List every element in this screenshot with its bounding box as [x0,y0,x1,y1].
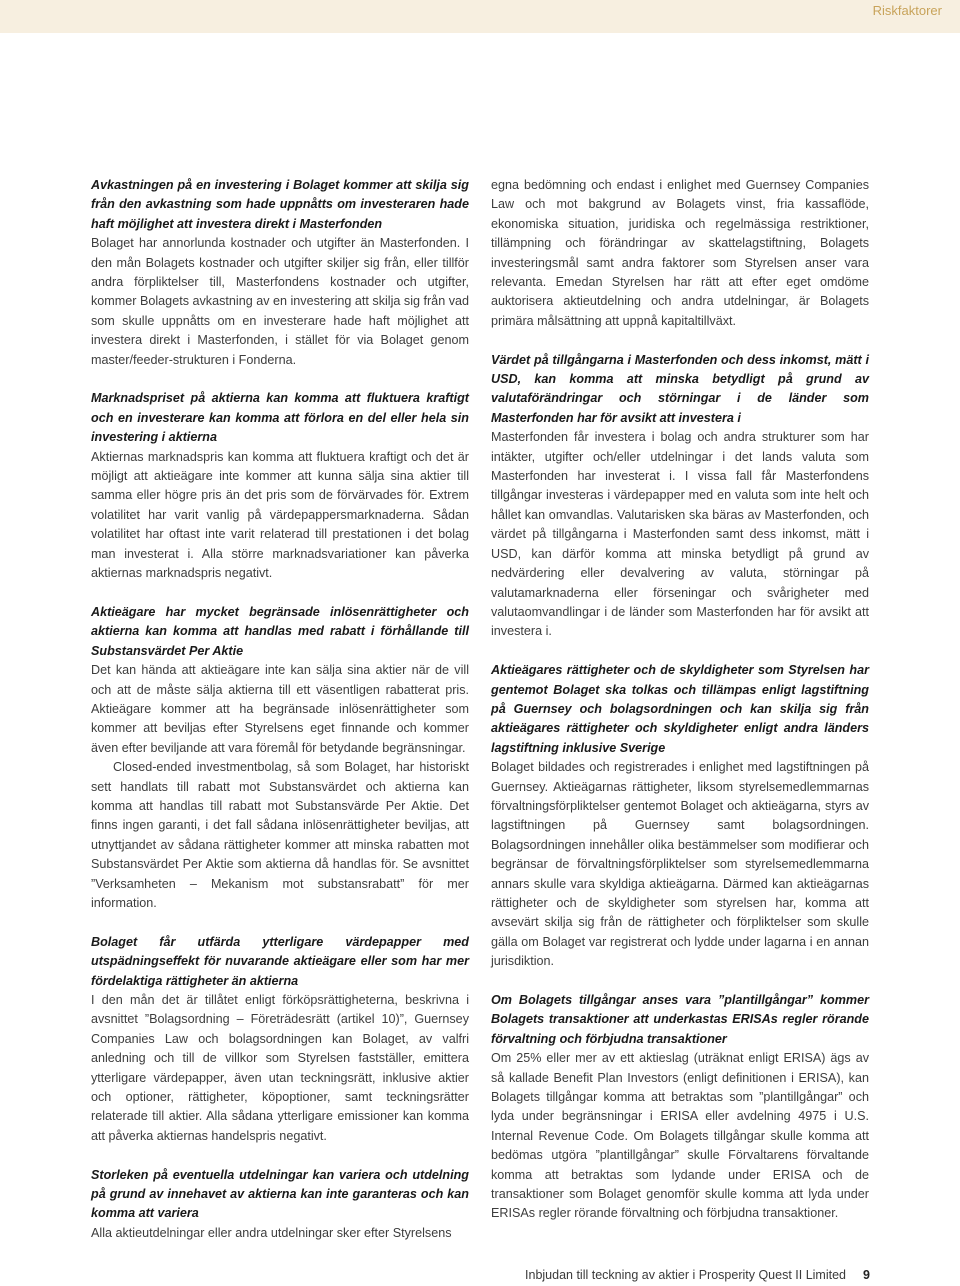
paragraph: Alla aktieutdelningar eller andra utdelningar sker efter Styrelsens [91,1225,452,1240]
paragraph: Closed-ended investmentbolag, så som Bolaget, har historiskt sett handlats till rabatt mot Substansvärdet och aktierna kan komma att handlas till rabatt mot Substansvärde Per Aktie. Det finns ingen garanti, i det fall sådana inlösenrättigheter beviljas, att utnyttjandet av sådana rättigheter kommer att minska rabatten mot Substansvärdet Per Aktie som aktierna då handlas för. Se avsnittet ”Verksamheten – Mekanism mot substansrabatt” för mer information. [91,760,469,910]
section-tag: Riskfaktorer [872,3,942,18]
risk-section [91,1166,469,1244]
section-heading: Aktieägares rättigheter och de skyldigheter som Styrelsen har gentemot Bolaget ska tolkas och tillämpas enligt lagstiftning på Guernsey och bolagsordningen och kan skilja sig från aktieägares rättigheter och skyldigheter enligt andra länders lagstiftning inklusive Sverige [491,663,869,755]
risk-section [91,933,469,1146]
risk-section [91,603,469,914]
page-number: 9 [863,1268,870,1282]
section-heading: Värdet på tillgångarna i Masterfonden och dess inkomst, mätt i USD, kan komma att minska betydligt på grund av valutaförändringar och störningar i de länder som Masterfonden har för avsikt att investera i [491,352,869,425]
section-heading: Aktieägare har mycket begränsade inlösenrättigheter och aktierna kan komma att handlas med rabatt i förhållande till Substansvärdet Per Aktie [91,604,469,658]
paragraph: I den mån det är tillåtet enligt förköpsrättigheterna, beskrivna i avsnittet ”Bolagsordning – Företrädesrätt (artikel 10)”, Guernsey Companies Law och bolagsordningen kan Bolaget, av valfri anledning och till de villkor som Styrelsen fastställer, emittera ytterligare värdepapper, även utan teckningsrätt, inklusive aktier och optioner, rättigheter, köpoptioner, samt teckningsrätter relaterade till aktier. Alla sådana ytterligare emissioner kan komma att påverka aktiernas handelspris negativt. [91,993,469,1143]
paragraph: Det kan hända att aktieägare inte kan sälja sina aktier när de vill och att de måste sälja aktierna till ett väsentligen rabatterat pris. Aktieägare kommer att ha begränsade inlösenrättigheter som kommer att beviljas efter Styrelsens eget finnande och kommer även efter beviljande att vara föremål för betydande begränsningar. [91,663,469,755]
section-heading: Bolaget får utfärda ytterligare värdepapper med utspädningseffekt för nuvarande aktieägare eller som har mer fördelaktiga rättigheter än aktierna [91,934,469,988]
footer-text: Inbjudan till teckning av aktier i Prosperity Quest II Limited [525,1268,846,1282]
section-heading: Marknadspriset på aktierna kan komma att fluktuera kraftigt och en investerare kan komma att förlora en del eller hela sin investering i aktierna [91,391,469,445]
risk-section [91,176,469,370]
left-column [91,176,469,1263]
section-heading: Storleken på eventuella utdelningar kan variera och utdelning på grund av innehavet av aktierna kan inte garanteras och kan komma att variera [91,1167,469,1221]
section-heading: Om Bolagets tillgångar anses vara ”plantillgångar” kommer Bolagets transaktioner att underkastas ERISAs regler rörande förvaltning och förbjudna transaktioner [491,993,869,1046]
paragraph: Aktiernas marknadspris kan komma att fluktuera kraftigt och det är möjligt att aktieägare inte kommer att kunna sälja sina aktier till samma eller högre pris än det pris som de förvärvades för. Extrem volatilitet har varit vanlig på värdepappersmarknaderna. Sådan volatilitet har oftast inte varit relaterad till prestationen i det bolag man investerat i. Alla större marknadsvariationer kan påverka aktiernas marknadspris negativt. [91,449,469,581]
right-column [491,176,869,1243]
paragraph: Masterfonden får investera i bolag och andra strukturer som har intäkter, utgifter och/eller utdelningar i det lands valuta som Masterfonden har investerat i. I vissa fall får Masterfondens tillgångar investeras i värdepapper med en valuta som inte helt och hållet kan omvandlas. Valutarisken ska bäras av Masterfonden, och värdet på tillgångarna i Masterfonden samt dess inkomst, mätt i USD, kan därför komma att minska betydligt på grund av nedvärdering eller devalvering av valuta, störningar på valutamarknaderna eller förseningar och svårigheter med valutaomvandlingar i de länder som Masterfonden har för avsikt att investera i. [491,430,869,639]
risk-section [491,351,869,642]
paragraph: Bolaget har annorlunda kostnader och utgifter än Masterfonden. I den mån Bolagets kostnader och utgifter skiljer sig från, eller tillför andra förpliktelser till, Masterfondens kostnader och utgifter, kommer Bolagets avkastning av en investering att skilja sig från vad som skulle uppnåtts om en investerare hade haft möjlighet att investera direkt i Masterfonden, i stället för via Bolaget genom master/feeder-strukturen i Fonderna. [91,236,469,367]
paragraph: Om 25% eller mer av ett aktieslag (uträknat enligt ERISA) ägs av så kallade Benefit Plan Investors (enligt definitionen i ERISA), kan Bolagets tillgångar komma att betraktas som ”plantillgångar” och lyda under begränsningar i ERISA eller avdelning 4975 i U.S. Internal Revenue Code. Om Bolagets tillgångar skulle komma att bedömas utgöra ”plantillgångar” skulle Förvaltarens förvaltande komma att betraktas som lydande under ERISA och de transaktioner som Bolaget genomför skulle komma att lyda under ERISAs regler rörande förvaltning och förbjudna transaktioner. [491,1051,869,1221]
paragraph: Bolaget bildades och registrerades i enlighet med lagstiftningen på Guernsey. Aktieägarnas rättigheter, liksom styrelsemedlemmarnas förvaltningsförpliktelser gentemot Bolaget och aktieägarna, styrs av lagstiftningen på Guernsey samt bolagsordningen. Bolagsordningen innehåller olika bestämmelser som modifierar och begränsar de förvaltningsförpliktelser som styrelsemedlemmarna annars skulle vara skyldiga aktieägarna. Därmed kan aktieägarnas rättigheter och de skyldigheter som styrelsen har, komma att avsevärt skilja sig från de rättigheter och förpliktelser som skulle gälla om Bolaget var registrerat och lydde under lagarna i en annan jurisdiktion. [491,760,869,969]
risk-section-continued [491,176,869,331]
header-band [0,0,960,33]
risk-section [491,991,869,1224]
section-heading: Avkastningen på en investering i Bolaget kommer att skilja sig från den avkastning som hade uppnåtts om investeraren hade haft möjlighet att investera direkt i Masterfonden [91,178,469,231]
risk-section [491,661,869,972]
risk-section [91,389,469,583]
paragraph: egna bedömning och endast i enlighet med Guernsey Companies Law och mot bakgrund av Bolagets vinst, fria kassaflöde, ekonomiska situation, juridiska och regelmässiga restriktioner, tillämpning och förändringar av skattelagstiftning, Bolagets investeringsmål samt andra faktorer som Styrelsen anser vara relevanta. Emedan Styrelsen har rätt att efter eget omdöme auktorisera aktieutdelning och andra utdelningar, är Bolagets primära målsättning att uppnå kapitaltillväxt. [491,178,869,328]
